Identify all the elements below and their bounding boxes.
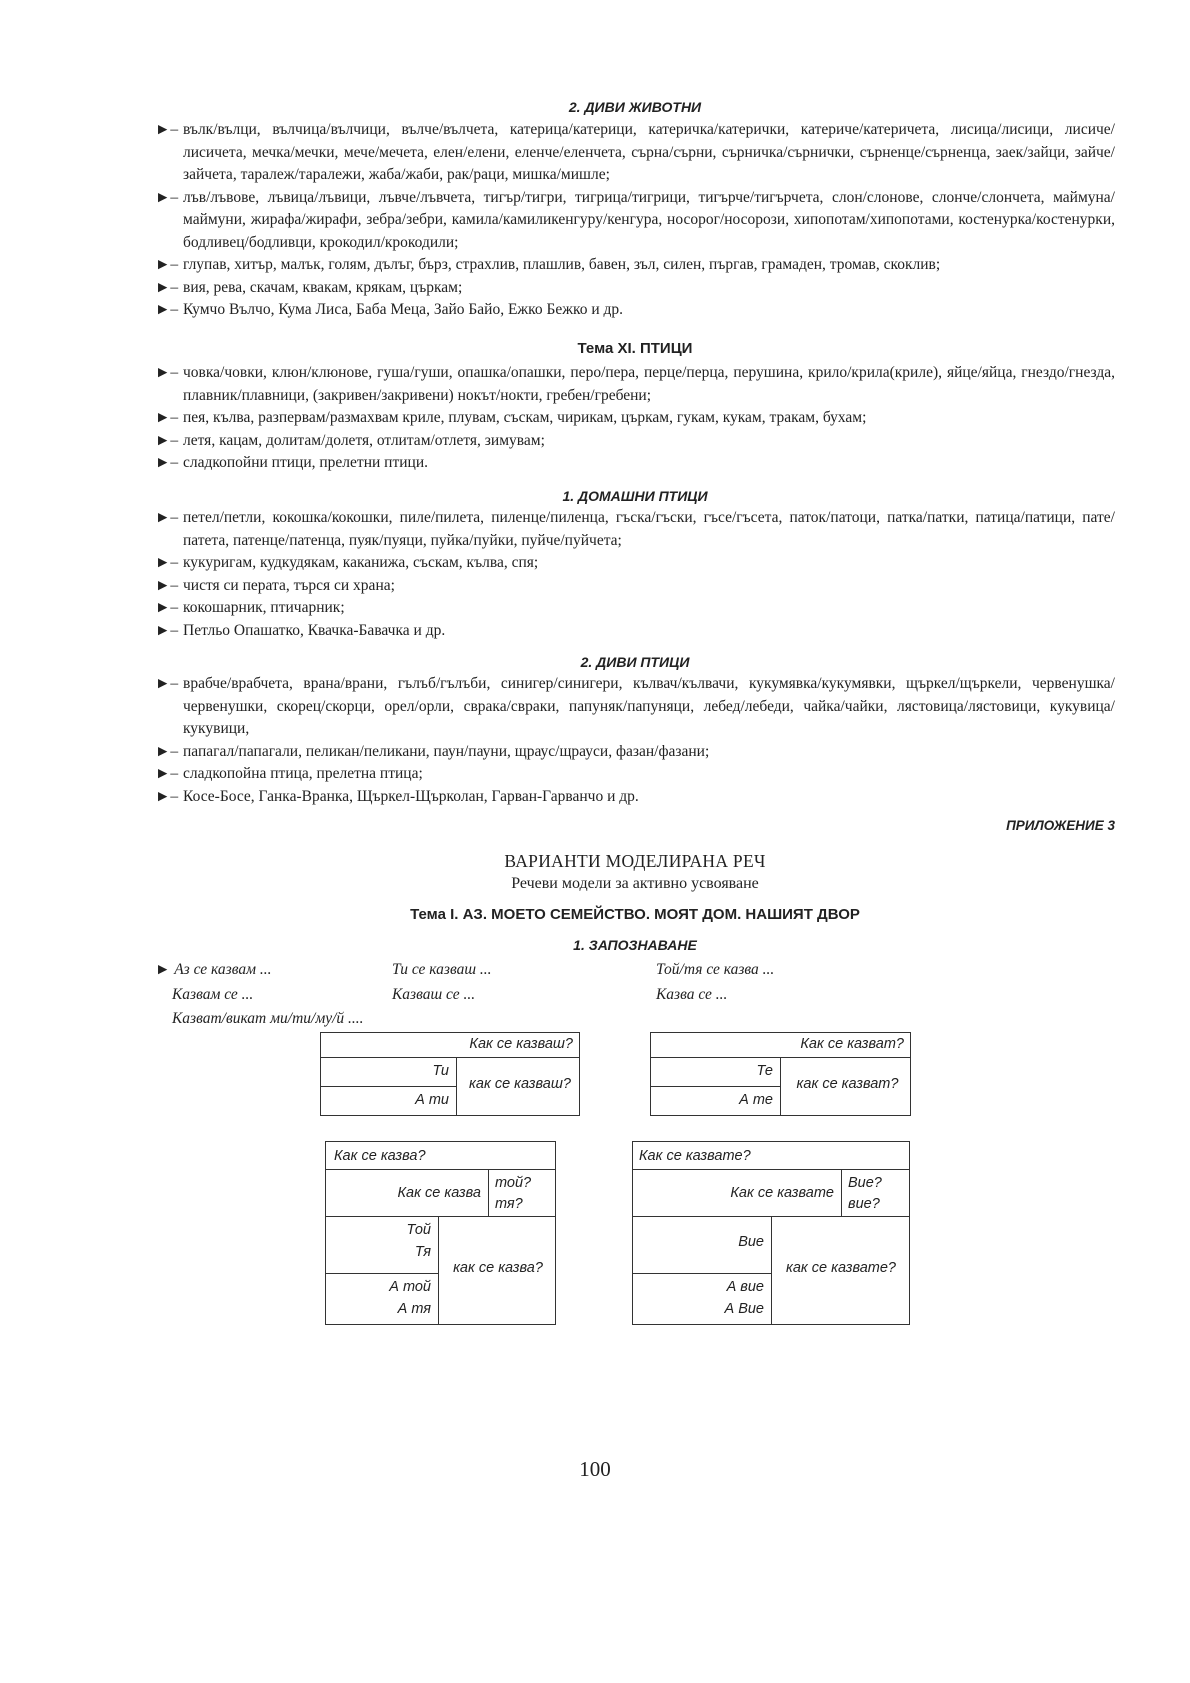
list-item: ►– човка/човки, клюн/клюнове, гуша/гуши, опашка/опашки, перо/пера, перце/перца, перушина, крило/крила(криле), яйце/яйца, гнездо/гнезда, плавник/плавници, (закривен/закривени) нокът/нокти, гребен/гребени; (155, 364, 1115, 404)
wild-animals-list (155, 119, 1115, 322)
table-cell: Те (756, 1063, 773, 1079)
table-cell: Как се казвате (730, 1185, 834, 1201)
table-cell: вие? (848, 1196, 880, 1212)
bullet-arrow-icon: ►– (155, 121, 179, 138)
list-item: ►– вълк/вълци, вълчица/вълчици, вълче/вълчета, катерица/катерици, катеричка/катерички, катериче/катеричета, лисица/лисици, лисиче/лисичета, мечка/мечки, мече/мечета, елен/елени, еленче/еленчета, сърна/сърни, сърничка/сърнички, сърненце/сърненца, заек/зайци, зайче/зайчета, таралеж/таралежи, жаба/жаби, рак/раци, мишка/мишле; (155, 121, 1115, 183)
bullet-arrow-icon: ►– (155, 554, 179, 571)
wild-birds-list (155, 673, 1115, 808)
table-cell: А тя (397, 1301, 431, 1317)
table-cell: как се казват? (796, 1076, 899, 1092)
table-cell: Ти (432, 1063, 449, 1079)
phrase: Казвам се ... (172, 986, 254, 1003)
list-item: ►– чистя си перата, търся си храна; (155, 575, 1115, 598)
page-number: 100 (579, 1457, 611, 1481)
table-header: Как се казваш? (469, 1036, 573, 1052)
bullet-arrow-icon: ►– (155, 188, 179, 206)
table-cell: как се казвате? (786, 1260, 896, 1276)
list-item: ►– глупав, хитър, малък, голям, дълъг, бърз, страхлив, плашлив, бавен, зъл, силен, пъргав, грамаден, тромав, скоклив; (155, 254, 1115, 277)
bullet-arrow-icon: ►– (155, 742, 179, 760)
table-cell: тя? (495, 1196, 523, 1212)
list-item: ►– лъв/лъвове, лъвица/лъвици, лъвче/лъвчета, тигър/тигри, тигрица/тигрици, тигърче/тигърчета, слон/слонове, слонче/слончета, маймуна/маймуни, жирафа/жирафи, зебра/зебри, камила/камиликенгуру/кенгура, носорог/носорози, хипопотам/хипопотами, костенурка/костенурки, бодливец/бодливци, крокодил/крокодили; (155, 188, 1115, 251)
phrase: Казват/викат ми/ти/му/й .... (172, 1010, 364, 1027)
table-cell: Вие? (848, 1175, 882, 1191)
bullet-arrow-icon: ►– (155, 409, 179, 426)
table-cell: А Вие (724, 1301, 764, 1317)
list-item: ►– Кумчо Вълчо, Кума Лиса, Баба Меца, Зайо Байо, Ежко Бежко и др. (155, 299, 1115, 322)
theme-heading-family: Тема I. АЗ. МОЕТО СЕМЕЙСТВО. МОЯТ ДОМ. НАШИЯТ ДВОР (410, 906, 860, 923)
table-cell: Тя (414, 1244, 431, 1260)
bullet-arrow-icon: ►– (155, 621, 179, 639)
table-cell: А той (389, 1279, 431, 1295)
appendix-title: ВАРИАНТИ МОДЕЛИРАНА РЕЧ (504, 851, 766, 871)
table-cell: А ти (415, 1092, 449, 1108)
bullet-arrow-icon: ►– (155, 599, 179, 616)
bullet-arrow-icon: ►– (155, 364, 179, 381)
phrase-row-1: ► Аз се казвам ... (155, 961, 272, 978)
table-what-are-their-names (650, 1032, 911, 1116)
appendix-label: ПРИЛОЖЕНИЕ 3 (1006, 818, 1115, 833)
list-item: ►– сладкопойна птица, прелетна птица; (155, 763, 1115, 786)
table-what-are-your-names (632, 1141, 910, 1325)
table-cell: Той (406, 1222, 431, 1238)
list-item: ►– петел/петли, кокошка/кокошки, пиле/пилета, пиленце/пиленца, гъска/гъски, гъсе/гъсета, паток/патоци, патка/патки, патица/патици, пате/патета, патенце/патенца, пуяк/пуяци, пуйка/пуйки, пуйче/пуйчета; (155, 509, 1115, 549)
table-cell: как се казва? (453, 1260, 543, 1276)
list-item: ►– кукуригам, кудкудякам, каканижа, съскам, кълва, спя; (155, 552, 1115, 575)
bullet-arrow-icon: ►– (155, 431, 179, 449)
phrase: Казва се ... (656, 986, 728, 1003)
phrase: Ти се казваш ... (392, 961, 492, 978)
table-header: Как се казват? (800, 1036, 904, 1052)
table-cell: А вие (726, 1279, 764, 1295)
bullet-arrow-icon: ►– (155, 675, 179, 692)
bullet-arrow-icon: ►– (155, 787, 179, 805)
table-cell: той? (495, 1175, 532, 1191)
table-cell: Как се казва (397, 1185, 481, 1201)
bullet-arrow-icon: ►– (155, 576, 179, 594)
list-item: ►– летя, кацам, долитам/долетя, отлитам/отлетя, зимувам; (155, 430, 1115, 453)
list-item: ►– врабче/врабчета, врана/врани, гълъб/гълъби, синигер/синигери, кълвач/кълвачи, кукумявка/кукумявки, щъркел/щъркели, червенушка/червенушки, скорец/скорци, орел/орли, сврака/свраки, папуняк/папуняци, лебед/лебеди, чайка/чайки, лястовица/лястовици, кукувица/кукувици, (155, 675, 1115, 737)
subheading-wild-animals: 2. ДИВИ ЖИВОТНИ (568, 99, 702, 115)
bullet-arrow-icon: ►– (155, 509, 179, 526)
phrase: Казваш се ... (392, 986, 476, 1003)
list-item: ►– пея, кълва, разпервам/размахвам криле, плувам, съскам, чирикам, църкам, гукам, кукам, тракам, бухам; (155, 407, 1115, 430)
list-item: ►– кокошарник, птичарник; (155, 597, 1115, 620)
subheading-domestic-birds: 1. ДОМАШНИ ПТИЦИ (562, 488, 708, 504)
bullet-arrow-icon: ►– (155, 278, 179, 296)
table-header: Как се казвате? (639, 1148, 751, 1164)
subheading-introduction: 1. ЗАПОЗНАВАНЕ (573, 937, 697, 953)
table-what-is-his-her-name (325, 1141, 556, 1325)
appendix-subtitle: Речеви модели за активно усвояване (511, 875, 759, 892)
bullet-arrow-icon: ►– (155, 454, 179, 471)
bullet-arrow-icon: ►– (155, 301, 179, 318)
subheading-wild-birds: 2. ДИВИ ПТИЦИ (580, 654, 690, 670)
table-cell: как се казваш? (469, 1076, 571, 1092)
bullet-arrow-icon: ► (155, 961, 171, 978)
table-header: Как се казва? (334, 1148, 426, 1164)
table-what-is-your-name (320, 1032, 580, 1116)
table-cell: Вие (738, 1234, 764, 1250)
domestic-birds-list (155, 507, 1115, 642)
theme-heading-birds: Тема XI. ПТИЦИ (577, 340, 693, 357)
list-item: ►– вия, рева, скачам, квакам, крякам, църкам; (155, 277, 1115, 300)
list-item: ►– Косе-Босе, Ганка-Вранка, Щъркел-Щърколан, Гарван-Гарванчо и др. (155, 786, 1115, 809)
list-item: ►– папагал/папагали, пеликан/пеликани, паун/пауни, щраус/щрауси, фазан/фазани; (155, 741, 1115, 764)
birds-list (155, 362, 1115, 475)
list-item: ►– Петльо Опашатко, Квачка-Бавачка и др. (155, 620, 1115, 643)
bullet-arrow-icon: ►– (155, 765, 179, 782)
phrase: Той/тя се казва ... (656, 961, 775, 978)
bullet-arrow-icon: ►– (155, 256, 179, 273)
list-item: ►– сладкопойни птици, прелетни птици. (155, 452, 1115, 475)
table-cell: А те (739, 1092, 773, 1108)
